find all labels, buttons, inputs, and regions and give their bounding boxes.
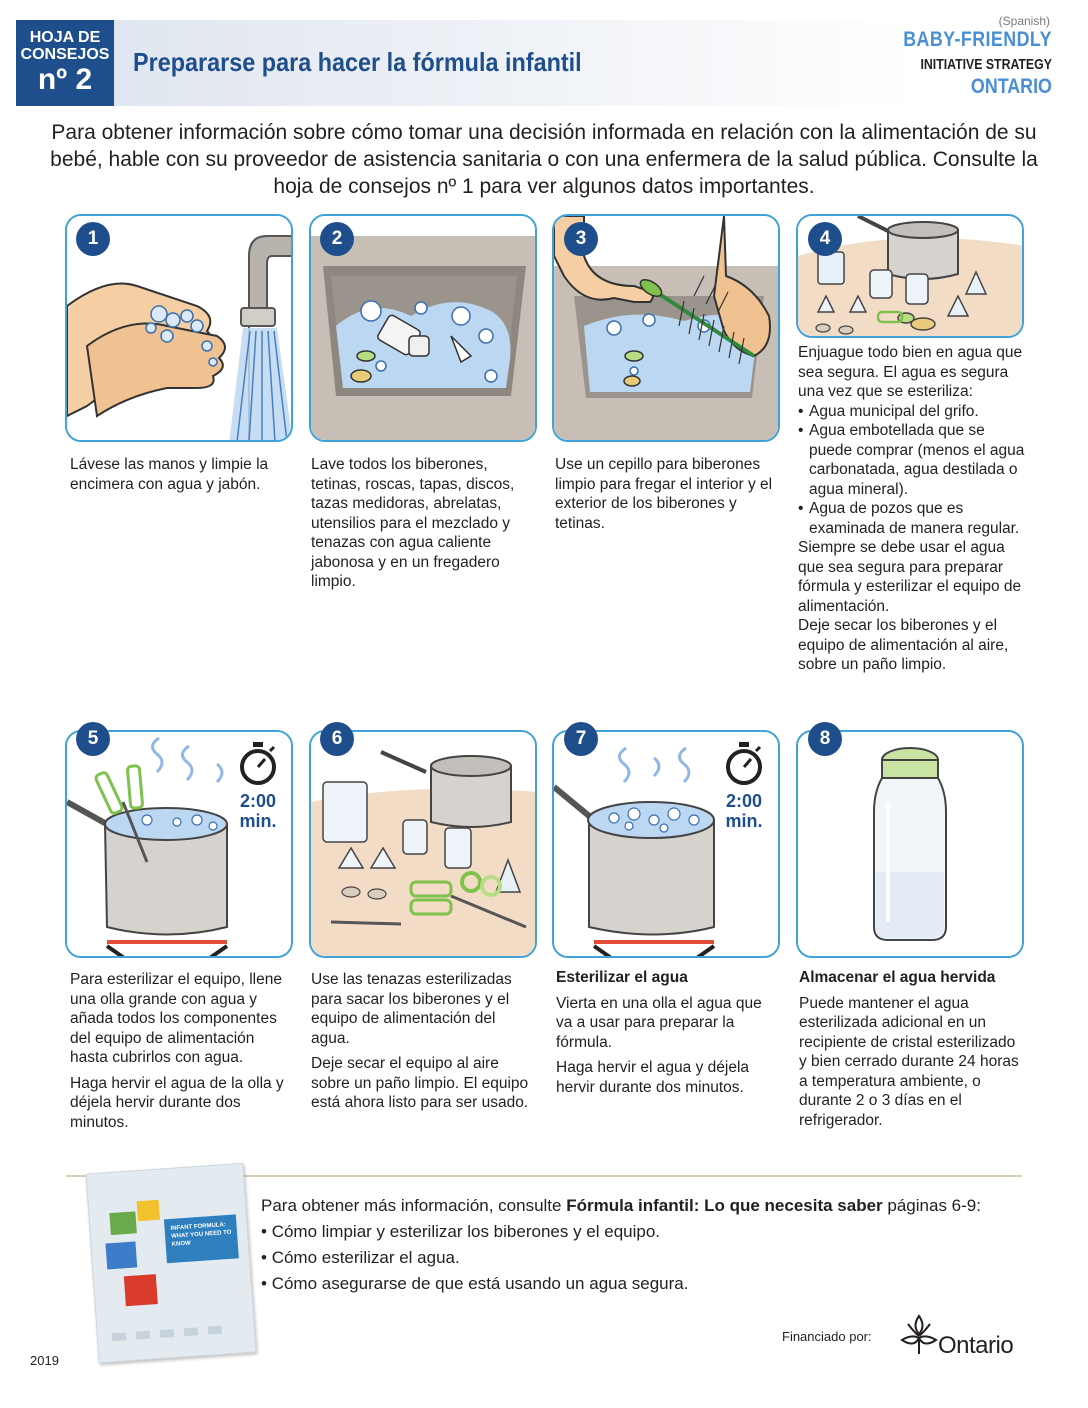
step-7-text: Esterilizar el agua Vierta en una olla el agua que va a usar para preparar la fórmula. Haga hervir el agua y déjela hervir durante dos minutos. [556, 968, 781, 1103]
booklet-cover-image: INFANT FORMULA: WHAT YOU NEED TO KNOW [86, 1163, 257, 1364]
step-3-number: 3 [564, 222, 598, 256]
step-3-text: Use un cepillo para biberones limpio para fregar el interior y el exterior de los biberones y tetinas. [555, 456, 773, 532]
glass-bottle-illustration [798, 732, 1024, 958]
step-2-text: Lave todos los biberones, tetinas, roscas, tapas, discos, tazas medidoras, abrelatas, utensilios para el mezclado y tenazas con agua caliente jabonosa y en un fregadero limpio. [311, 456, 515, 590]
step-5-timer: 2:00 min. [230, 742, 286, 831]
step-4-number: 4 [808, 222, 842, 256]
step-5-text: Para esterilizar el equipo, llene una olla grande con agua y añada todos los componentes del equipo de alimentación hasta cubrirlos con agua. Haga hervir el agua de la olla y déjela hervir durante dos minutos. [70, 971, 284, 1131]
step-1-number: 1 [76, 222, 110, 256]
tip-sheet-badge: HOJA DE CONSEJOS nº 2 [16, 20, 114, 106]
step-5-number: 5 [76, 722, 110, 756]
step-1-text: Lávese las manos y limpie la encimera con agua y jabón. [70, 456, 269, 493]
stopwatch-icon [724, 742, 764, 786]
step-2-number: 2 [320, 222, 354, 256]
safe-water-list: • Agua municipal del grifo. • Agua embotellada que se puede comprar (menos el agua carbonatada, agua destilada o agua mineral). • Agua de pozos que es examinada de manera regular. [798, 402, 1026, 539]
list-item: • Cómo limpiar y esterilizar los biberones y el equipo. [261, 1222, 661, 1241]
intro-text: Para obtener información sobre cómo tomar una decisión informada en relación con la alimentación de su bebé, hable con su proveedor de asistencia sanitaria o con una enfermera de la salud pública. Consulte la hoja de consejos nº 1 para ver algunos datos importantes. [50, 121, 1038, 198]
step-6-text: Use las tenazas esterilizadas para sacar los biberones y el equipo de alimentación del agua. Deje secar el equipo al aire sobre un paño limpio. El equipo está ahora listo para ser usado. [311, 971, 529, 1111]
page-title: Prepararse para hacer la fórmula infantil [133, 47, 582, 77]
step-6-number: 6 [320, 722, 354, 756]
bfi-logo: (Spanish) BABY-FRIENDLY INITIATIVE STRATEGY ONTARIO [877, 14, 1052, 99]
year-label: 2019 [30, 1353, 59, 1368]
step-7-heading: Esterilizar el agua [556, 969, 688, 986]
booklet-illustration [87, 1164, 257, 1364]
language-label: (Spanish) [998, 14, 1050, 28]
step-8-heading: Almacenar el agua hervida [799, 969, 996, 986]
step-7-timer: 2:00 min. [716, 742, 772, 831]
resource-title: Fórmula infantil: Lo que necesita saber [566, 1196, 883, 1215]
more-info: Para obtener más información, consulte Fórmula infantil: Lo que necesita saber páginas 6-9: • Cómo limpiar y esterilizar los biberones y el equipo. • Cómo esterilizar el agua. • Cómo asegurarse de que está usando un agua segura. [261, 1193, 981, 1297]
list-item: • Cómo asegurarse de que está usando un agua segura. [261, 1274, 689, 1293]
step-7-number: 7 [564, 722, 598, 756]
step-4-text: Enjuague todo bien en agua que sea segura. El agua es segura una vez que se esteriliza: • Agua municipal del grifo. • Agua embotellada que se puede comprar (menos el agua carbonatada, agua destilada o agua mineral). • Agua de pozos que es examinada de manera regular. Siempre se debe usar el agua que sea segura para preparar fórmula y esterilizar el equipo de alimentación. Deje secar los biberones y el equipo de alimentación al aire, sobre un paño limpio. [798, 343, 1026, 675]
tongs-drying-illustration [311, 732, 537, 958]
trillium-icon [896, 1312, 942, 1358]
list-item: • Cómo esterilizar el agua. [261, 1248, 460, 1267]
step-8-number: 8 [808, 722, 842, 756]
step-8-text: Almacenar el agua hervida Puede mantener el agua esterilizada adicional en un recipiente de cristal esterilizado y bien cerrado durante 24 horas a temperatura ambiente, o durante 2 o 3 días en el refrigerador. [799, 968, 1024, 1136]
funded-by-label: Financiado por: [782, 1329, 872, 1344]
stopwatch-icon [238, 742, 278, 786]
step-8-illustration [796, 730, 1024, 958]
ontario-logo: Ontario [896, 1312, 1036, 1362]
step-6-illustration [309, 730, 537, 958]
